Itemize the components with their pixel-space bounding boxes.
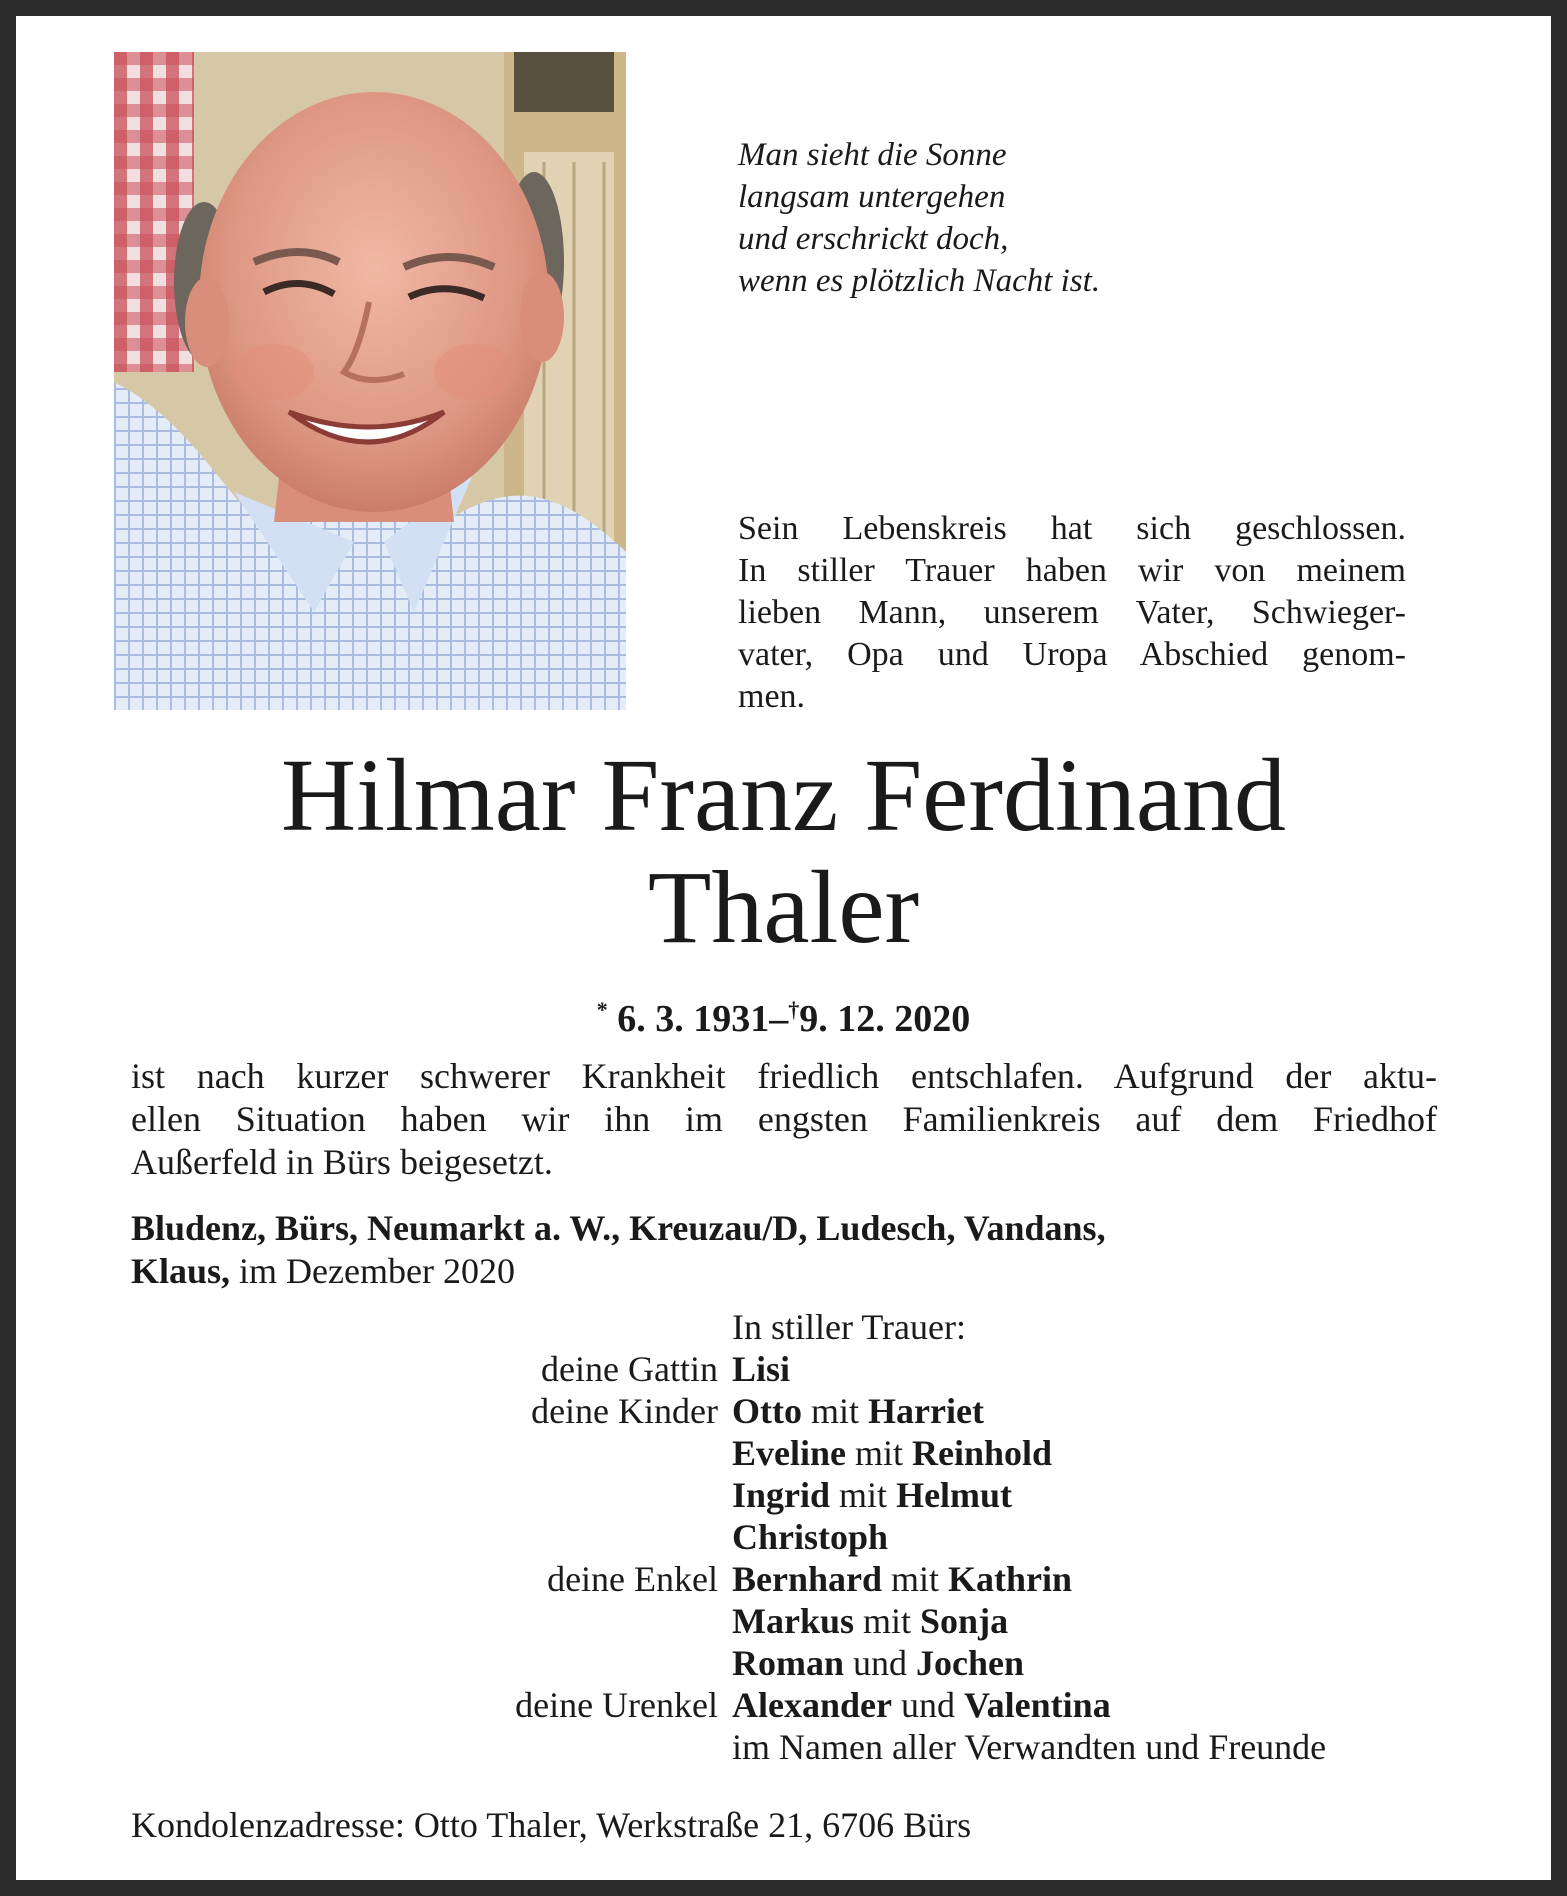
conjunction: und [891, 1685, 964, 1725]
mourner-partner: Helmut [896, 1475, 1013, 1515]
places-and-date [131, 1207, 1437, 1293]
body-line: ist nach kurzer schwerer Krankheit friedlich entschlafen. Aufgrund der aktu- [131, 1056, 1437, 1096]
date-separator: – [769, 998, 789, 1040]
mourner-row [0, 1474, 1567, 1516]
intro-line: In stiller Trauer haben wir von meinem [738, 552, 1406, 589]
mourner-name: Roman [732, 1643, 845, 1683]
quote-line: wenn es plötzlich Nacht ist. [738, 263, 1101, 299]
body-line: ellen Situation haben wir ihn im engsten Familienkreis auf dem Friedhof [131, 1099, 1437, 1139]
mourner-name: Lisi [732, 1349, 791, 1389]
mourner-name: Christoph [732, 1517, 889, 1557]
conjunction: mit [830, 1475, 897, 1515]
mourners-heading: In stiller Trauer: [732, 1307, 966, 1347]
conjunction: mit [846, 1433, 913, 1473]
mourner-name: Eveline [732, 1433, 846, 1473]
intro-paragraph [738, 508, 1406, 718]
relation-label: deine Gattin [541, 1349, 718, 1389]
mourner-row [0, 1516, 1567, 1558]
conjunction: mit [854, 1601, 921, 1641]
intro-line: men. [738, 678, 806, 715]
birth-symbol: * [596, 997, 608, 1022]
mourner-row [0, 1390, 1567, 1432]
relation-label: deine Enkel [547, 1559, 718, 1599]
body-line: Außerfeld in Bürs beigesetzt. [131, 1142, 553, 1182]
deceased-name [0, 740, 1567, 964]
name-line-1: Hilmar Franz Ferdinand [280, 738, 1287, 853]
mourner-name: Otto [732, 1391, 802, 1431]
intro-line: vater, Opa und Uropa Abschied genom- [738, 636, 1406, 673]
conjunction: mit [801, 1391, 868, 1431]
death-date: 9. 12. 2020 [799, 998, 971, 1040]
relation-label: deine Urenkel [515, 1685, 718, 1725]
conjunction: und [844, 1643, 917, 1683]
conjunction: mit [882, 1559, 949, 1599]
life-dates [0, 988, 1567, 1041]
mourner-name: Markus [732, 1601, 855, 1641]
intro-line: lieben Mann, unserem Vater, Schwieger- [738, 594, 1406, 631]
quote-line: und erschrickt doch, [738, 221, 1009, 257]
mourner-name: Ingrid [732, 1475, 831, 1515]
mourner-row [0, 1432, 1567, 1474]
birth-date: 6. 3. 1931 [617, 998, 770, 1040]
portrait-photo [114, 52, 626, 710]
mourner-partner: Jochen [916, 1643, 1025, 1683]
mourner-row [0, 1348, 1567, 1390]
places-line-1: Bludenz, Bürs, Neumarkt a. W., Kreuzau/D, Ludesch, Vandans, [131, 1208, 1106, 1248]
relation-label: deine Kinder [531, 1391, 718, 1431]
mourner-partner: Sonja [920, 1601, 1009, 1641]
mourner-partner: Valentina [963, 1685, 1111, 1725]
announcement-text [131, 1055, 1437, 1184]
death-symbol: † [788, 997, 800, 1022]
mourner-name: Alexander [732, 1685, 892, 1725]
mourner-row [0, 1642, 1567, 1684]
places-date: im Dezember 2020 [230, 1251, 515, 1291]
places-line-2: Klaus, [131, 1251, 231, 1291]
mourner-partner: Reinhold [912, 1433, 1053, 1473]
portrait-image [114, 52, 626, 710]
mourner-partner: Kathrin [948, 1559, 1073, 1599]
mourner-partner: Harriet [868, 1391, 984, 1431]
intro-line: Sein Lebenskreis hat sich geschlossen. [738, 510, 1406, 547]
mourners-closing: im Namen aller Verwandten und Freunde [732, 1727, 1327, 1767]
memorial-quote [738, 134, 1378, 302]
condolence-address: Kondolenzadresse: Otto Thaler, Werkstraße 21, 6706 Bürs [131, 1805, 972, 1845]
quote-line: Man sieht die Sonne [738, 137, 1007, 173]
quote-line: langsam untergehen [738, 179, 1006, 215]
name-line-2: Thaler [647, 850, 920, 965]
mourners-list [0, 1306, 1567, 1768]
mourner-row [0, 1600, 1567, 1642]
mourner-name: Bernhard [732, 1559, 883, 1599]
mourner-row [0, 1558, 1567, 1600]
mourner-row [0, 1684, 1567, 1726]
